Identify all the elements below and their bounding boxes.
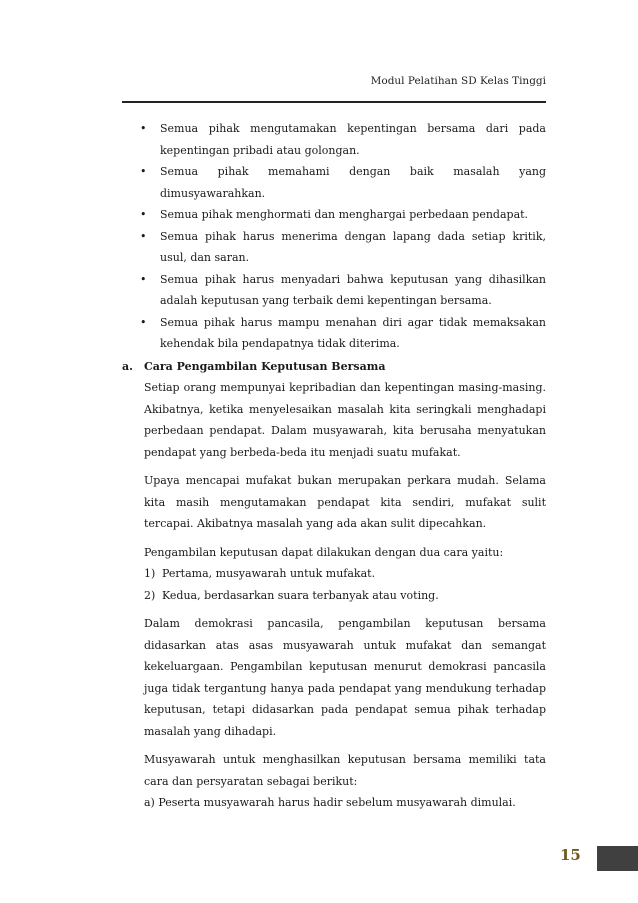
list-item-text: Pertama, musyawarah untuk mufakat.	[162, 567, 376, 580]
method-list	[144, 542, 546, 607]
list-item-text: Semua pihak harus mampu menahan diri agar tidak memaksakan kehendak bila pendapatnya tidak diterima.	[160, 315, 546, 350]
header-rule	[122, 101, 546, 103]
paragraph-6: a) Peserta musyawarah harus hadir sebelum musyawarah dimulai.	[144, 796, 516, 809]
list-number: 2)	[144, 588, 156, 602]
list-number: 1)	[144, 567, 156, 580]
list-item	[138, 204, 546, 226]
section-heading	[122, 356, 546, 378]
list-item-text: Semua pihak mengutamakan kepentingan bersama dari pada kepentingan pribadi atau golongan.	[160, 122, 546, 157]
list-item	[144, 563, 546, 585]
method-intro	[144, 542, 546, 564]
section-body	[122, 377, 546, 814]
list-item-text: Kedua, berdasarkan suara terbanyak atau voting.	[162, 588, 439, 602]
paragraph-5: Musyawarah untuk menghasilkan keputusan bersama memiliki tata cara dan persyaratan sebagai berikut:	[144, 753, 546, 788]
paragraph-1: Setiap orang mempunyai kepribadian dan kepentingan masing-masing. Akibatnya, ketika menyelesaikan masalah kita seringkali menghadapi perbedaan pendapat. Dalam musyawarah, kita berusaha menyatukan pendapat yang berbeda-beda itu menjadi suatu mufakat.	[144, 381, 546, 459]
paragraph-3: Pengambilan keputusan dapat dilakukan dengan dua cara yaitu:	[144, 545, 504, 559]
paragraph-2: Upaya mencapai mufakat bukan merupakan perkara mudah. Selama kita masih mengutamakan pendapat kita sendiri, mufakat sulit tercapai. Akibatnya masalah yang ada akan sulit dipecahkan.	[144, 474, 546, 530]
list-item-text: Semua pihak menghormati dan menghargai perbedaan pendapat.	[160, 208, 529, 221]
bullet-list	[138, 118, 546, 355]
bullet-icon: •	[140, 122, 147, 135]
bullet-icon: •	[140, 208, 147, 221]
paragraph-4: Dalam demokrasi pancasila, pengambilan keputusan bersama didasarkan atas asas musyawarah untuk mufakat dan semangat kekeluargaan. Pengambilan keputusan menurut demokrasi pancasila juga tidak tergantung hanya pada pendapat yang mendukung terhadap keputusan, tetapi didasarkan pada pendapat semua pihak terhadap masalah yang dihadapi.	[144, 617, 546, 738]
list-item	[138, 269, 546, 312]
list-item-text: Semua pihak harus menyadari bahwa keputusan yang dihasilkan adalah keputusan yang terbaik demi kepentingan bersama.	[160, 272, 546, 307]
running-header: Modul Pelatihan SD Kelas Tinggi	[370, 75, 546, 87]
bullet-icon: •	[140, 229, 147, 243]
list-item	[138, 312, 546, 355]
section-letter: a.	[122, 359, 133, 373]
bullet-icon: •	[140, 165, 147, 178]
section-title: Cara Pengambilan Keputusan Bersama	[144, 359, 386, 373]
bullet-icon: •	[140, 315, 147, 329]
list-item	[138, 118, 546, 161]
page-tab-block	[597, 846, 638, 871]
list-item	[144, 585, 546, 607]
page-number: 15	[560, 846, 581, 864]
bullet-icon: •	[140, 272, 147, 286]
page-content	[122, 118, 546, 821]
list-item	[138, 226, 546, 269]
section-a	[122, 356, 546, 814]
list-item-text: Semua pihak memahami dengan baik masalah yang dimusyawarahkan.	[160, 165, 546, 200]
list-item	[138, 161, 546, 204]
list-item-text: Semua pihak harus menerima dengan lapang dada setiap kritik, usul, dan saran.	[160, 229, 546, 264]
